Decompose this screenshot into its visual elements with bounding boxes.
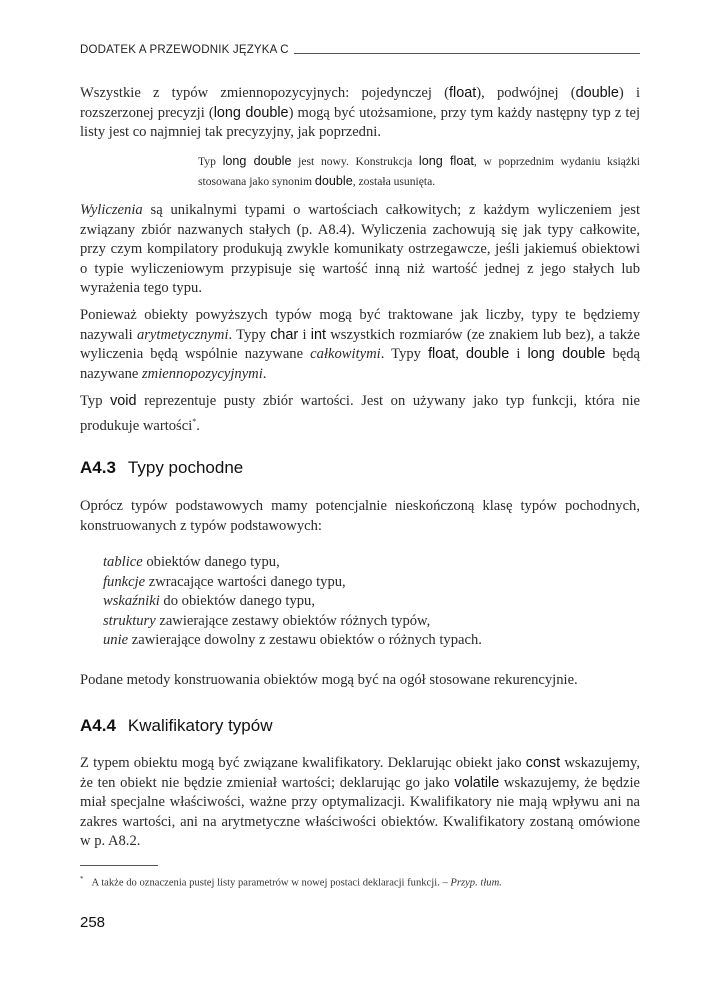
text: wskazujemy, że będzie miał specjalne właściwości, ważne przy optymalizacji. Kwalifikatory nie mają wpływu ani na zakres wartości, ani na arytmetyczne właściwości obiektów. Kwalifikatory zostaną omówione w p. A8.2.: [80, 774, 640, 849]
footnote-marker: *: [192, 416, 197, 426]
paragraph-float-types: [80, 84, 640, 143]
text: ,: [455, 346, 467, 362]
section-heading-a4-4: [80, 716, 272, 736]
text: , w poprzednim wydaniu książki stosowana jako synonim: [198, 155, 640, 188]
paragraph-qualifiers: [80, 754, 640, 852]
code-keyword: double: [314, 173, 353, 188]
paragraph-recursive: [80, 671, 640, 691]
emphasis: unie: [103, 632, 129, 648]
text: jest nowy. Konstrukcja: [291, 155, 419, 168]
code-keyword: double: [575, 85, 619, 101]
emphasis: zmiennopozycyjnymi: [142, 365, 263, 382]
list-item: [103, 553, 640, 573]
emphasis: struktury: [103, 612, 156, 629]
text: i: [298, 326, 311, 343]
section-title: Typy pochodne: [127, 458, 244, 477]
code-keyword: volatile: [454, 774, 500, 791]
text: do obiektów danego typu,: [159, 593, 316, 609]
text: , została usunięta.: [352, 174, 436, 188]
emphasis: Przyp. tłum.: [450, 877, 502, 889]
header-rule: [294, 53, 640, 54]
code-keyword: char: [270, 326, 299, 343]
text: i: [509, 346, 528, 362]
code-keyword: const: [525, 755, 561, 771]
page-number: 258: [80, 914, 106, 931]
text: A także do oznaczenia pustej listy parametrów w nowej postaci deklaracji funkcji. –: [91, 877, 451, 889]
code-keyword: void: [110, 393, 137, 409]
header-title: DODATEK A PRZEWODNIK JĘZYKA C: [80, 44, 289, 56]
section-number: A4.4: [80, 716, 116, 735]
paragraph-derived-types: [80, 497, 640, 536]
section-title: Kwalifikatory typów: [127, 716, 273, 735]
section-number: A4.3: [80, 458, 116, 477]
text: Typ: [198, 155, 223, 168]
text: ), podwójnej (: [476, 85, 576, 101]
text: wszystkich rozmiarów (ze znakiem lub bez), a także wyliczenia będą wspólnie nazywane: [80, 326, 641, 362]
code-keyword: long double: [527, 346, 606, 362]
paragraph-void: [80, 392, 640, 436]
list-item: [103, 631, 640, 651]
list-item: [103, 612, 640, 632]
emphasis: funkcje: [103, 573, 146, 590]
text: . Typy: [380, 346, 429, 362]
text: Podane metody konstruowania obiektów mogą być na ogół stosowane rekurencyjnie.: [80, 672, 578, 688]
section-heading-a4-3: [80, 458, 243, 478]
text: . Typy: [228, 326, 271, 343]
text: reprezentuje pusty zbiór wartości. Jest on używany jako typ funkcji, która nie produkuje wartości: [80, 393, 641, 434]
footnote-marker: *: [80, 875, 84, 883]
paragraph-enumerations: [80, 201, 640, 299]
text: ) i rozszerzonej precyzji (: [80, 85, 640, 121]
text: zwracające wartości danego typu,: [145, 573, 346, 590]
emphasis: arytmetycznymi: [136, 326, 229, 343]
text: będą nazywane: [80, 346, 641, 382]
code-keyword: float: [449, 85, 477, 101]
text: zawierające dowolny z zestawu obiektów o różnych typach.: [128, 632, 482, 648]
derived-types-list: [103, 553, 640, 651]
text: wskazujemy, że ten obiekt nie będzie zmieniał wartości; deklarując go jako: [80, 755, 641, 791]
text: są unikalnymi typami o wartościach całkowitych; z każdym wyliczeniem jest związany zbiór nazwanych stałych (p. A8.4). Wyliczenia zachowują się jak typy całkowite, przy czym kompilatory produkują zwykle komunikaty ostrzegawcze, jeśli jakiemuś obiektowi o typie wyliczeniowym przypisuje się wartość inną niż wartość jednej z jego stałych lub wyrażenia tego typu.: [80, 202, 640, 296]
text: Wszystkie z typów zmiennopozycyjnych: pojedynczej (: [80, 85, 450, 101]
text: obiektów danego typu,: [142, 554, 280, 570]
emphasis: wskaźniki: [103, 593, 160, 609]
code-keyword: long double: [213, 104, 289, 121]
text: ) mogą być utożsamione, przy tym każdy następny typ z tej listy jest co najmniej tak precyzyjny, jak poprzedni.: [80, 104, 640, 140]
paragraph-arithmetic-types: [80, 306, 640, 384]
footnote-rule: [80, 865, 158, 866]
note-long-double: [198, 152, 640, 191]
text: Ponieważ obiekty powyższych typów mogą być traktowane jak liczby, typy te będziemy nazywali: [80, 307, 640, 343]
text: .: [196, 417, 200, 434]
text: .: [262, 365, 267, 382]
footnote: [80, 875, 640, 889]
code-keyword: float: [428, 346, 456, 362]
code-keyword: int: [310, 326, 326, 343]
text: Oprócz typów podstawowych mamy potencjalnie nieskończoną klasę typów pochodnych, konstruowanych z typów podstawowych:: [80, 498, 640, 534]
emphasis: całkowitymi: [310, 346, 381, 362]
text: zawierające zestawy obiektów różnych typów,: [155, 612, 431, 629]
emphasis: tablice: [103, 554, 143, 570]
text: Typ: [80, 393, 111, 409]
code-keyword: long float: [418, 154, 474, 168]
list-item: [103, 573, 640, 593]
text: Z typem obiektu mogą być związane kwalifikatory. Deklarując obiekt jako: [80, 755, 526, 771]
code-keyword: long double: [222, 154, 292, 168]
list-item: [103, 592, 640, 612]
code-keyword: double: [466, 346, 510, 362]
emphasis: Wyliczenia: [80, 202, 143, 218]
running-header: [80, 44, 640, 56]
